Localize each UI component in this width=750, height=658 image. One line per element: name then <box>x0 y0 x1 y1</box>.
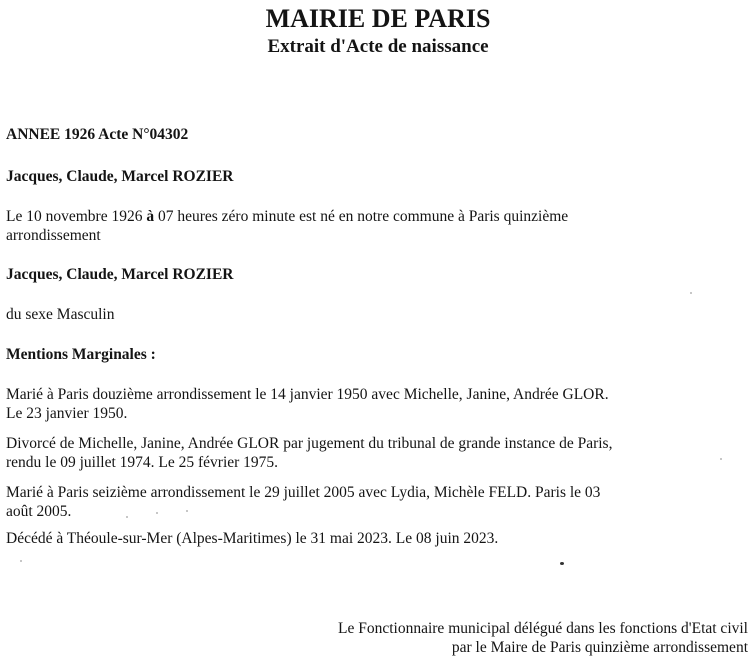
mention-marriage-2005 <box>6 483 741 521</box>
birth-time-place-text: 07 heures zéro minute est né en notre commune à Paris quinzième <box>154 208 569 225</box>
signature-line-1: Le Fonctionnaire municipal délégué dans les fonctions d'Etat civil <box>338 620 748 637</box>
scan-speck <box>690 292 692 294</box>
scan-speck <box>186 510 188 512</box>
mention-line: Divorcé de Michelle, Janine, Andrée GLOR par jugement du tribunal de grande instance de Paris, <box>6 435 613 452</box>
mentions-heading: Mentions Marginales : <box>6 346 156 363</box>
birth-statement <box>6 207 741 245</box>
scan-speck <box>126 516 128 518</box>
mention-divorce-1974 <box>6 434 741 472</box>
birth-statement-line-2: arrondissement <box>6 227 101 244</box>
mention-line: Marié à Paris seizième arrondissement le 29 juillet 2005 avec Lydia, Michèle FELD. Paris le 03 <box>6 484 601 501</box>
signature-line-2: par le Maire de Paris quinzième arrondissement <box>451 639 748 656</box>
document-subtitle: Extrait d'Acte de naissance <box>267 36 489 57</box>
mention-line: Marié à Paris douzième arrondissement le 14 janvier 1950 avec Michelle, Janine, Andrée GLOR. <box>6 386 609 403</box>
sex-statement: du sexe Masculin <box>6 306 115 323</box>
person-name: Jacques, Claude, Marcel ROZIER <box>6 266 234 283</box>
mention-line: Le 23 janvier 1950. <box>6 405 128 422</box>
mention-marriage-1950 <box>6 385 741 423</box>
birth-date-text: Le 10 novembre 1926 <box>6 208 147 225</box>
birth-bold-word: à <box>146 208 155 225</box>
birth-statement-line-1 <box>6 207 741 226</box>
scan-speck <box>720 458 722 460</box>
scan-speck <box>20 560 22 562</box>
mention-line: Décédé à Théoule-sur-Mer (Alpes-Maritimes) le 31 mai 2023. Le 08 juin 2023. <box>6 530 499 547</box>
scan-speck <box>560 562 564 565</box>
mention-line: août 2005. <box>6 503 72 520</box>
scan-speck <box>156 512 158 514</box>
mention-death-2023 <box>6 529 741 548</box>
act-reference: ANNEE 1926 Acte N°04302 <box>6 126 189 143</box>
person-name-heading: Jacques, Claude, Marcel ROZIER <box>6 168 234 185</box>
mention-line: rendu le 09 juillet 1974. Le 25 février 1975. <box>6 454 279 471</box>
document-title: MAIRIE DE PARIS <box>265 4 491 33</box>
